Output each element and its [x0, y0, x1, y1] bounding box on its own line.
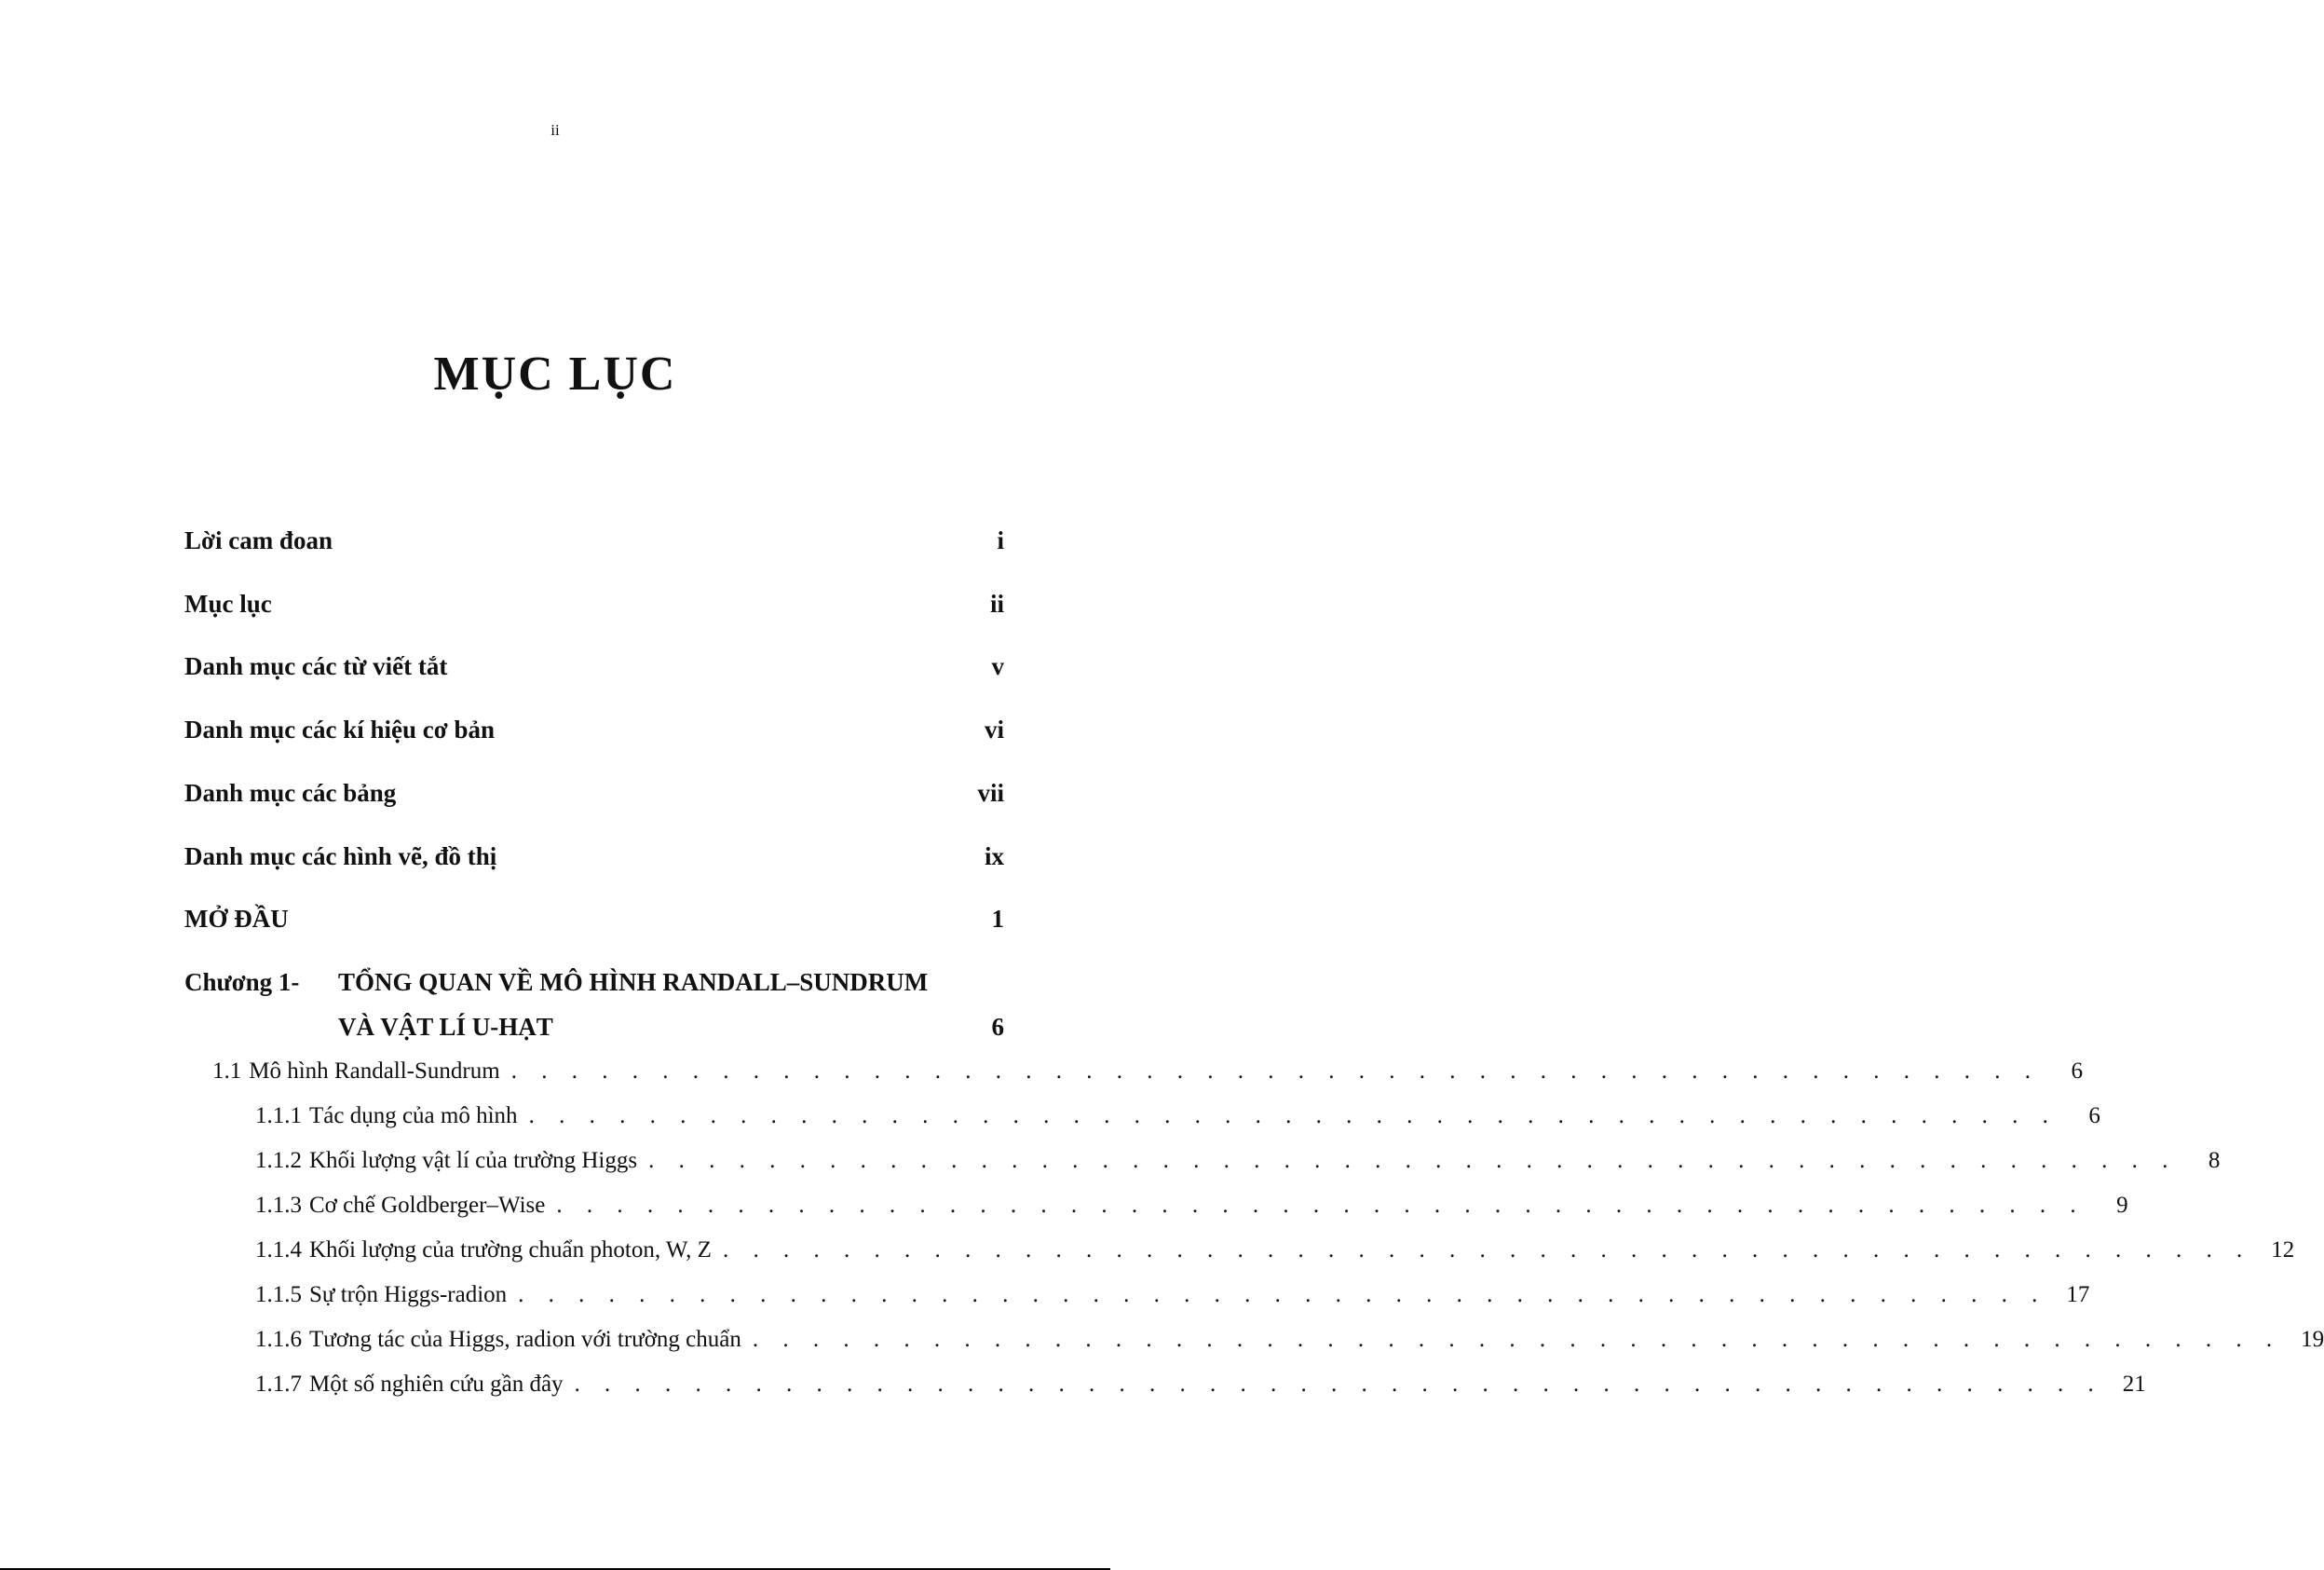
chapter-prefix: Chương 1- — [184, 968, 300, 996]
dot-leader: . . . . . . . . . . . . . . . . . . . . . . . . . . . . . . . . . . . . . . . . . . . . . . . . . . . — [648, 1148, 2178, 1173]
chapter-title[interactable]: TỔNG QUAN VỀ MÔ HÌNH RANDALL–SUNDRUM — [338, 968, 929, 996]
section-page: 9 — [2116, 1193, 2128, 1218]
chapter-page: 6 — [991, 1013, 1004, 1041]
dot-leader: . . . . . . . . . . . . . . . . . . . . . . . . . . . . . . . . . . . . . . . . . . . . . . . . . . . — [752, 1327, 2282, 1352]
toc-section-1-1-2[interactable] — [255, 1146, 2221, 1176]
toc-section-1-1-5[interactable] — [255, 1280, 2090, 1310]
section-label: Mô hình Randall-Sundrum — [249, 1058, 500, 1084]
toc-section-1-1-4[interactable] — [255, 1236, 2295, 1265]
toc-entry-page: 1 — [991, 905, 1004, 933]
section-number: 1.1.2 — [255, 1148, 302, 1173]
section-label: Một số nghiên cứu gần đây — [309, 1372, 564, 1397]
page-number: ii — [550, 121, 560, 139]
toc-section-1-1-6[interactable] — [255, 1325, 2324, 1355]
dot-leader: . . . . . . . . . . . . . . . . . . . . . . . . . . . . . . . . . . . . . . . . . . . . . . . . . . . — [518, 1282, 2047, 1307]
dot-leader: . . . . . . . . . . . . . . . . . . . . . . . . . . . . . . . . . . . . . . . . . . . . . . . . . . . — [556, 1193, 2086, 1218]
section-label: Khối lượng vật lí của trường Higgs — [309, 1148, 638, 1173]
toc-entry-label: Lời cam đoan — [184, 526, 333, 554]
section-page: 6 — [2071, 1058, 2083, 1084]
toc-section-1-1[interactable] — [212, 1057, 2083, 1086]
section-label: Sự trộn Higgs-radion — [309, 1282, 508, 1307]
toc-entry-label: Danh mục các kí hiệu cơ bản — [184, 716, 495, 744]
toc-entry-page: ii — [989, 590, 1004, 618]
section-number: 1.1.5 — [255, 1282, 302, 1307]
section-page: 19 — [2301, 1327, 2324, 1352]
section-number: 1.1.1 — [255, 1103, 302, 1128]
toc-entry-label: Danh mục các hình vẽ, đồ thị — [184, 842, 497, 870]
dot-leader: . . . . . . . . . . . . . . . . . . . . . . . . . . . . . . . . . . . . . . . . . . . . . . . . . . . — [574, 1372, 2103, 1397]
toc-entry-page: vii — [977, 779, 1004, 807]
section-number: 1.1 — [212, 1058, 242, 1084]
section-number: 1.1.4 — [255, 1237, 302, 1263]
toc-section-1-1-7[interactable] — [255, 1370, 2146, 1399]
toc-title: MỤC LỤC — [433, 348, 677, 401]
toc-section-1-1-3[interactable] — [255, 1191, 2128, 1221]
section-label: Khối lượng của trường chuẩn photon, W, Z — [309, 1237, 712, 1263]
section-label: Tương tác của Higgs, radion với trường chuẩn — [309, 1327, 741, 1352]
section-label: Tác dụng của mô hình — [309, 1103, 518, 1128]
section-page: 12 — [2271, 1237, 2295, 1263]
section-number: 1.1.7 — [255, 1372, 302, 1397]
toc-entry-label: Danh mục các từ viết tắt — [184, 652, 448, 680]
section-number: 1.1.3 — [255, 1193, 302, 1218]
dot-leader: . . . . . . . . . . . . . . . . . . . . . . . . . . . . . . . . . . . . . . . . . . . . . . . . . . . — [528, 1103, 2058, 1128]
toc-entry-label: Danh mục các bảng — [184, 779, 397, 807]
toc-entry-page: i — [997, 526, 1004, 554]
toc-entry-label: MỞ ĐẦU — [184, 905, 289, 933]
toc-entry-page: v — [991, 652, 1004, 680]
toc-entry-page: vi — [984, 716, 1004, 744]
dot-leader: . . . . . . . . . . . . . . . . . . . . . . . . . . . . . . . . . . . . . . . . . . . . . . . . . . . — [722, 1237, 2252, 1263]
chapter-title-line2: VÀ VẬT LÍ U-HẠT — [338, 1013, 553, 1041]
section-label: Cơ chế Goldberger–Wise — [309, 1193, 546, 1218]
toc-entry-page: ix — [984, 842, 1004, 870]
chapter-title-continued[interactable] — [338, 1011, 1004, 1043]
section-page: 17 — [2066, 1282, 2090, 1307]
section-page: 21 — [2122, 1372, 2146, 1397]
toc-section-1-1-1[interactable] — [255, 1101, 2100, 1131]
section-page: 8 — [2208, 1148, 2221, 1173]
section-page: 6 — [2088, 1103, 2100, 1128]
section-number: 1.1.6 — [255, 1327, 302, 1352]
dot-leader: . . . . . . . . . . . . . . . . . . . . . . . . . . . . . . . . . . . . . . . . . . . . . . . . . . . — [510, 1058, 2040, 1084]
toc-entry-label: Mục lục — [184, 590, 272, 618]
